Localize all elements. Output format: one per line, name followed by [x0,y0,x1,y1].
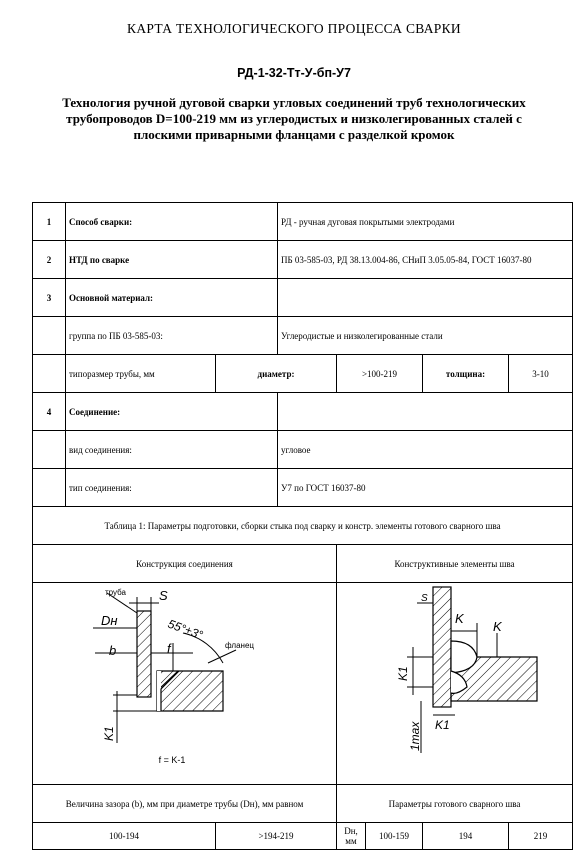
gap-value-2: >194-219 [216,823,337,850]
right-column-header: Конструктивные элементы шва [337,545,573,583]
weld-elements-drawing [337,583,573,785]
row-label: Соединение: [69,406,121,417]
process-card-table [32,202,573,850]
formula-caption: f = K-1 [158,755,186,765]
joint-drawing-svg [33,583,311,782]
dn-value-1: 100-159 [366,823,423,850]
label-k-right: K [493,619,502,634]
row-label: Способ сварки: [69,216,133,227]
row-joint [33,393,573,431]
row-value [278,393,573,431]
row-value [278,279,573,317]
row-num: 1 [33,203,66,241]
thickness-label: толщина: [445,368,486,379]
row-bottom-values [33,823,573,850]
diameter-label: диаметр: [257,368,295,379]
left-column-header: Конструкция соединения [33,545,337,583]
row-label: вид соединения: [66,431,278,469]
gap-value-1: 100-194 [33,823,216,850]
row-label: тип соединения: [66,469,278,507]
row-joint-kind [33,431,573,469]
dn-label: Dн, мм [337,823,366,850]
row-ntd [33,241,573,279]
row-num: 4 [33,393,66,431]
label-f: f [167,641,171,656]
weld-params-header: Параметры готового сварного шва [337,785,573,823]
row-base-material [33,279,573,317]
row-figure-headers [33,545,573,583]
dn-value-3: 219 [509,823,573,850]
label-k1-left: K1 [396,666,410,681]
row-label: Основной материал: [69,292,154,303]
row-num: 2 [33,241,66,279]
weld-drawing-svg [337,583,573,782]
row-figures [33,583,573,785]
row-pipe-size [33,355,573,393]
row-joint-type [33,469,573,507]
row-value: У7 по ГОСТ 16037-80 [278,469,573,507]
row-value: РД - ручная дуговая покрытыми электродами [278,203,573,241]
dn-value-2: 194 [423,823,509,850]
label-s: S [159,588,168,603]
joint-construction-drawing [33,583,337,785]
row-value: Углеродистые и низколегированные стали [278,317,573,355]
row-num [33,317,66,355]
label-k1: K1 [102,726,116,741]
row-num [33,469,66,507]
document-code: РД-1-32-Тт-У-бп-У7 [237,66,351,80]
row-num [33,431,66,469]
table1-caption: Таблица 1: Параметры подготовки, сборки стыка под сварку и констр. элементы готового сварного шва [33,507,573,545]
pipe-size-label: типоразмер трубы, мм [66,355,216,393]
label-b: b [109,643,117,658]
gap-header: Величина зазора (b), мм при диаметре трубы (Dн), мм равном [33,785,337,823]
label-pipe: труба [105,588,126,597]
row-label: группа по ПБ 03-585-03: [66,317,278,355]
row-label: НТД по сварке [69,254,130,265]
page-title: КАРТА ТЕХНОЛОГИЧЕСКОГО ПРОЦЕССА СВАРКИ [127,21,461,36]
label-1max: 1max [408,721,422,751]
diameter-value: >100-219 [337,355,423,393]
label-s-right: S [421,593,428,604]
label-dn: Dн [101,613,118,628]
label-angle: 55°±3° [165,616,205,643]
row-bottom-headers [33,785,573,823]
row-welding-method [33,203,573,241]
label-k1-bottom: K1 [435,718,450,732]
label-flange: фланец [225,641,254,650]
row-value: угловое [278,431,573,469]
thickness-value: 3-10 [509,355,573,393]
row-num: 3 [33,279,66,317]
document-subtitle: Технология ручной дуговой сварки угловых соединений труб технологических трубопроводов D=100-219 мм из углеродистых и низколегированных сталей с плоскими приварными фланцами с разделкой кромок [62,95,526,142]
row-table-caption [33,507,573,545]
label-k: K [455,611,464,626]
row-group [33,317,573,355]
row-value: ПБ 03-585-03, РД 38.13.004-86, СНиП 3.05.05-84, ГОСТ 16037-80 [278,241,573,279]
